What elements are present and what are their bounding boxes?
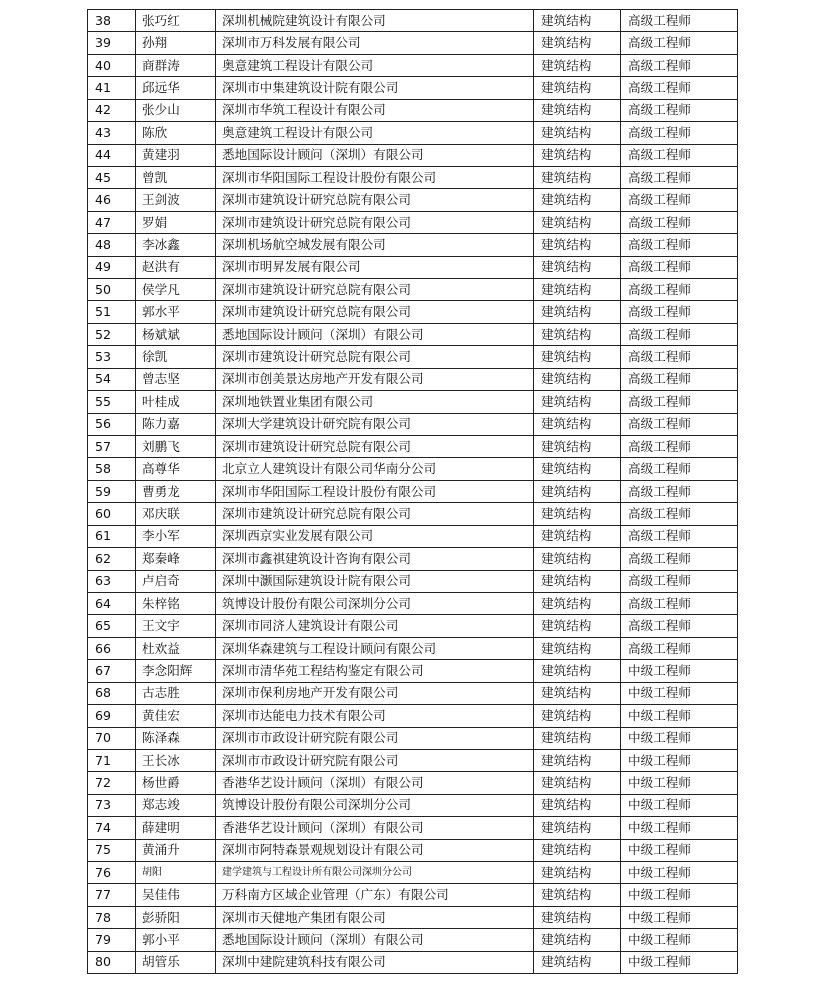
job-title-cell: 中级工程师 — [621, 749, 738, 771]
job-title-cell: 高级工程师 — [621, 525, 738, 547]
row-number-cell: 69 — [88, 705, 136, 727]
job-title-cell: 中级工程师 — [621, 660, 738, 682]
row-number-cell: 73 — [88, 794, 136, 816]
company-name-cell: 深圳市建筑设计研究总院有限公司 — [216, 503, 534, 525]
row-number-cell: 46 — [88, 189, 136, 211]
specialty-cell: 建筑结构 — [534, 122, 621, 144]
person-name-cell: 曾志坚 — [136, 368, 216, 390]
table-row — [88, 727, 738, 749]
row-number-cell: 55 — [88, 391, 136, 413]
row-number-cell: 39 — [88, 32, 136, 54]
company-name-cell: 深圳市阿特森景观规划设计有限公司 — [216, 839, 534, 861]
person-name-cell: 张巧红 — [136, 10, 216, 32]
job-title-cell: 中级工程师 — [621, 682, 738, 704]
company-name-cell: 深圳市清华苑工程结构鉴定有限公司 — [216, 660, 534, 682]
table-row — [88, 211, 738, 233]
person-name-cell: 杨世爵 — [136, 772, 216, 794]
job-title-cell: 高级工程师 — [621, 368, 738, 390]
job-title-cell: 高级工程师 — [621, 503, 738, 525]
job-title-cell: 高级工程师 — [621, 570, 738, 592]
specialty-cell: 建筑结构 — [534, 256, 621, 278]
row-number-cell: 65 — [88, 615, 136, 637]
company-name-cell: 深圳市建筑设计研究总院有限公司 — [216, 436, 534, 458]
job-title-cell: 高级工程师 — [621, 279, 738, 301]
specialty-cell: 建筑结构 — [534, 548, 621, 570]
specialty-cell: 建筑结构 — [534, 279, 621, 301]
row-number-cell: 52 — [88, 323, 136, 345]
row-number-cell: 43 — [88, 122, 136, 144]
company-name-cell: 深圳市明昇发展有限公司 — [216, 256, 534, 278]
row-number-cell: 79 — [88, 929, 136, 951]
job-title-cell: 中级工程师 — [621, 727, 738, 749]
company-name-cell: 深圳华森建筑与工程设计顾问有限公司 — [216, 637, 534, 659]
job-title-cell: 高级工程师 — [621, 10, 738, 32]
company-name-cell: 悉地国际设计顾问（深圳）有限公司 — [216, 144, 534, 166]
specialty-cell: 建筑结构 — [534, 615, 621, 637]
company-name-cell: 筑博设计股份有限公司深圳分公司 — [216, 794, 534, 816]
table-body — [88, 10, 738, 974]
row-number-cell: 59 — [88, 480, 136, 502]
person-name-cell: 孙翔 — [136, 32, 216, 54]
specialty-cell: 建筑结构 — [534, 77, 621, 99]
table-row — [88, 637, 738, 659]
table-row — [88, 234, 738, 256]
person-name-cell: 杨斌斌 — [136, 323, 216, 345]
job-title-cell: 高级工程师 — [621, 480, 738, 502]
company-name-cell: 深圳市市政设计研究院有限公司 — [216, 749, 534, 771]
company-name-cell: 深圳市建筑设计研究总院有限公司 — [216, 346, 534, 368]
specialty-cell: 建筑结构 — [534, 166, 621, 188]
row-number-cell: 58 — [88, 458, 136, 480]
specialty-cell: 建筑结构 — [534, 368, 621, 390]
specialty-cell: 建筑结构 — [534, 570, 621, 592]
job-title-cell: 高级工程师 — [621, 615, 738, 637]
table-row — [88, 458, 738, 480]
company-name-cell: 深圳地铁置业集团有限公司 — [216, 391, 534, 413]
specialty-cell: 建筑结构 — [534, 906, 621, 928]
job-title-cell: 中级工程师 — [621, 862, 738, 884]
table-row — [88, 906, 738, 928]
table-row — [88, 99, 738, 121]
specialty-cell: 建筑结构 — [534, 794, 621, 816]
job-title-cell: 中级工程师 — [621, 929, 738, 951]
job-title-cell: 高级工程师 — [621, 256, 738, 278]
person-name-cell: 卢启奇 — [136, 570, 216, 592]
specialty-cell: 建筑结构 — [534, 10, 621, 32]
specialty-cell: 建筑结构 — [534, 817, 621, 839]
table-row — [88, 189, 738, 211]
table-row — [88, 10, 738, 32]
table-row — [88, 32, 738, 54]
specialty-cell: 建筑结构 — [534, 458, 621, 480]
table-row — [88, 839, 738, 861]
company-name-cell: 深圳市建筑设计研究总院有限公司 — [216, 279, 534, 301]
row-number-cell: 78 — [88, 906, 136, 928]
company-name-cell: 深圳市华阳国际工程设计股份有限公司 — [216, 166, 534, 188]
company-name-cell: 香港华艺设计顾问（深圳）有限公司 — [216, 817, 534, 839]
row-number-cell: 68 — [88, 682, 136, 704]
company-name-cell: 深圳市同济人建筑设计有限公司 — [216, 615, 534, 637]
table-row — [88, 817, 738, 839]
job-title-cell: 高级工程师 — [621, 458, 738, 480]
company-name-cell: 深圳市建筑设计研究总院有限公司 — [216, 189, 534, 211]
row-number-cell: 38 — [88, 10, 136, 32]
job-title-cell: 中级工程师 — [621, 705, 738, 727]
row-number-cell: 41 — [88, 77, 136, 99]
person-name-cell: 朱梓铭 — [136, 592, 216, 614]
job-title-cell: 中级工程师 — [621, 906, 738, 928]
job-title-cell: 高级工程师 — [621, 77, 738, 99]
row-number-cell: 60 — [88, 503, 136, 525]
row-number-cell: 74 — [88, 817, 136, 839]
person-name-cell: 胡管乐 — [136, 951, 216, 973]
specialty-cell: 建筑结构 — [534, 211, 621, 233]
person-name-cell: 曹勇龙 — [136, 480, 216, 502]
row-number-cell: 48 — [88, 234, 136, 256]
person-name-cell: 罗娟 — [136, 211, 216, 233]
company-name-cell: 深圳市中集建筑设计院有限公司 — [216, 77, 534, 99]
job-title-cell: 中级工程师 — [621, 884, 738, 906]
company-name-cell: 深圳中建院建筑科技有限公司 — [216, 951, 534, 973]
table-row — [88, 749, 738, 771]
person-name-cell: 徐凯 — [136, 346, 216, 368]
row-number-cell: 70 — [88, 727, 136, 749]
person-name-cell: 郭小平 — [136, 929, 216, 951]
row-number-cell: 42 — [88, 99, 136, 121]
company-name-cell: 深圳市天健地产集团有限公司 — [216, 906, 534, 928]
row-number-cell: 63 — [88, 570, 136, 592]
specialty-cell: 建筑结构 — [534, 727, 621, 749]
person-name-cell: 王剑波 — [136, 189, 216, 211]
person-name-cell: 薛建明 — [136, 817, 216, 839]
table-row — [88, 548, 738, 570]
company-name-cell: 深圳市华筑工程设计有限公司 — [216, 99, 534, 121]
table-row — [88, 503, 738, 525]
company-name-cell: 奥意建筑工程设计有限公司 — [216, 122, 534, 144]
row-number-cell: 53 — [88, 346, 136, 368]
person-name-cell: 王文宇 — [136, 615, 216, 637]
table-row — [88, 862, 738, 884]
table-row — [88, 166, 738, 188]
specialty-cell: 建筑结构 — [534, 592, 621, 614]
person-name-cell: 郑秦峰 — [136, 548, 216, 570]
specialty-cell: 建筑结构 — [534, 413, 621, 435]
specialty-cell: 建筑结构 — [534, 525, 621, 547]
job-title-cell: 中级工程师 — [621, 817, 738, 839]
specialty-cell: 建筑结构 — [534, 772, 621, 794]
table-row — [88, 592, 738, 614]
company-name-cell: 悉地国际设计顾问（深圳）有限公司 — [216, 323, 534, 345]
row-number-cell: 54 — [88, 368, 136, 390]
person-name-cell: 郑志竣 — [136, 794, 216, 816]
person-name-cell: 曾凯 — [136, 166, 216, 188]
specialty-cell: 建筑结构 — [534, 749, 621, 771]
company-name-cell: 深圳市市政设计研究院有限公司 — [216, 727, 534, 749]
specialty-cell: 建筑结构 — [534, 682, 621, 704]
job-title-cell: 高级工程师 — [621, 548, 738, 570]
job-title-cell: 高级工程师 — [621, 54, 738, 76]
specialty-cell: 建筑结构 — [534, 436, 621, 458]
row-number-cell: 61 — [88, 525, 136, 547]
specialty-cell: 建筑结构 — [534, 929, 621, 951]
person-name-cell: 李冰鑫 — [136, 234, 216, 256]
company-name-cell: 深圳市鑫祺建筑设计咨询有限公司 — [216, 548, 534, 570]
company-name-cell: 悉地国际设计顾问（深圳）有限公司 — [216, 929, 534, 951]
table-row — [88, 660, 738, 682]
company-name-cell: 建学建筑与工程设计所有限公司深圳分公司 — [216, 862, 534, 884]
company-name-cell: 深圳市建筑设计研究总院有限公司 — [216, 301, 534, 323]
table-row — [88, 772, 738, 794]
company-name-cell: 深圳市保利房地产开发有限公司 — [216, 682, 534, 704]
company-name-cell: 筑博设计股份有限公司深圳分公司 — [216, 592, 534, 614]
person-name-cell: 刘鹏飞 — [136, 436, 216, 458]
job-title-cell: 高级工程师 — [621, 189, 738, 211]
table-row — [88, 615, 738, 637]
person-name-cell: 陈泽森 — [136, 727, 216, 749]
row-number-cell: 66 — [88, 637, 136, 659]
row-number-cell: 67 — [88, 660, 136, 682]
row-number-cell: 56 — [88, 413, 136, 435]
company-name-cell: 北京立人建筑设计有限公司华南分公司 — [216, 458, 534, 480]
person-name-cell: 黄涌升 — [136, 839, 216, 861]
personnel-table — [87, 9, 738, 974]
row-number-cell: 49 — [88, 256, 136, 278]
job-title-cell: 高级工程师 — [621, 32, 738, 54]
person-name-cell: 黄建羽 — [136, 144, 216, 166]
table-row — [88, 436, 738, 458]
job-title-cell: 高级工程师 — [621, 301, 738, 323]
person-name-cell: 高尊华 — [136, 458, 216, 480]
row-number-cell: 80 — [88, 951, 136, 973]
table-row — [88, 884, 738, 906]
company-name-cell: 深圳机械院建筑设计有限公司 — [216, 10, 534, 32]
specialty-cell: 建筑结构 — [534, 32, 621, 54]
job-title-cell: 高级工程师 — [621, 592, 738, 614]
job-title-cell: 高级工程师 — [621, 436, 738, 458]
table-row — [88, 413, 738, 435]
company-name-cell: 深圳市建筑设计研究总院有限公司 — [216, 211, 534, 233]
specialty-cell: 建筑结构 — [534, 99, 621, 121]
specialty-cell: 建筑结构 — [534, 54, 621, 76]
job-title-cell: 高级工程师 — [621, 234, 738, 256]
job-title-cell: 高级工程师 — [621, 122, 738, 144]
job-title-cell: 中级工程师 — [621, 839, 738, 861]
specialty-cell: 建筑结构 — [534, 503, 621, 525]
table-row — [88, 391, 738, 413]
company-name-cell: 深圳市万科发展有限公司 — [216, 32, 534, 54]
person-name-cell: 古志胜 — [136, 682, 216, 704]
job-title-cell: 高级工程师 — [621, 99, 738, 121]
person-name-cell: 吴佳伟 — [136, 884, 216, 906]
table-row — [88, 794, 738, 816]
row-number-cell: 40 — [88, 54, 136, 76]
row-number-cell: 76 — [88, 862, 136, 884]
person-name-cell: 赵洪有 — [136, 256, 216, 278]
specialty-cell: 建筑结构 — [534, 884, 621, 906]
job-title-cell: 高级工程师 — [621, 166, 738, 188]
company-name-cell: 深圳大学建筑设计研究院有限公司 — [216, 413, 534, 435]
specialty-cell: 建筑结构 — [534, 480, 621, 502]
specialty-cell: 建筑结构 — [534, 144, 621, 166]
person-name-cell: 商群涛 — [136, 54, 216, 76]
row-number-cell: 64 — [88, 592, 136, 614]
table-row — [88, 256, 738, 278]
job-title-cell: 高级工程师 — [621, 413, 738, 435]
person-name-cell: 李念阳辉 — [136, 660, 216, 682]
job-title-cell: 中级工程师 — [621, 772, 738, 794]
specialty-cell: 建筑结构 — [534, 346, 621, 368]
table-row — [88, 54, 738, 76]
table-row — [88, 525, 738, 547]
person-name-cell: 王长冰 — [136, 749, 216, 771]
company-name-cell: 深圳西京实业发展有限公司 — [216, 525, 534, 547]
specialty-cell: 建筑结构 — [534, 323, 621, 345]
row-number-cell: 77 — [88, 884, 136, 906]
row-number-cell: 71 — [88, 749, 136, 771]
job-title-cell: 高级工程师 — [621, 144, 738, 166]
company-name-cell: 香港华艺设计顾问（深圳）有限公司 — [216, 772, 534, 794]
job-title-cell: 高级工程师 — [621, 391, 738, 413]
job-title-cell: 高级工程师 — [621, 637, 738, 659]
row-number-cell: 44 — [88, 144, 136, 166]
person-name-cell: 胡阳 — [136, 862, 216, 884]
company-name-cell: 深圳中灏国际建筑设计院有限公司 — [216, 570, 534, 592]
job-title-cell: 高级工程师 — [621, 211, 738, 233]
job-title-cell: 高级工程师 — [621, 346, 738, 368]
person-name-cell: 陈欣 — [136, 122, 216, 144]
company-name-cell: 万科南方区域企业管理（广东）有限公司 — [216, 884, 534, 906]
specialty-cell: 建筑结构 — [534, 234, 621, 256]
table-row — [88, 323, 738, 345]
row-number-cell: 45 — [88, 166, 136, 188]
row-number-cell: 47 — [88, 211, 136, 233]
person-name-cell: 邱远华 — [136, 77, 216, 99]
company-name-cell: 深圳市创美景达房地产开发有限公司 — [216, 368, 534, 390]
person-name-cell: 叶桂成 — [136, 391, 216, 413]
person-name-cell: 张少山 — [136, 99, 216, 121]
person-name-cell: 黄佳宏 — [136, 705, 216, 727]
specialty-cell: 建筑结构 — [534, 839, 621, 861]
table-row — [88, 279, 738, 301]
specialty-cell: 建筑结构 — [534, 301, 621, 323]
table-row — [88, 122, 738, 144]
person-name-cell: 侯学凡 — [136, 279, 216, 301]
person-name-cell: 邓庆联 — [136, 503, 216, 525]
person-name-cell: 彭骄阳 — [136, 906, 216, 928]
specialty-cell: 建筑结构 — [534, 637, 621, 659]
company-name-cell: 深圳市华阳国际工程设计股份有限公司 — [216, 480, 534, 502]
specialty-cell: 建筑结构 — [534, 391, 621, 413]
specialty-cell: 建筑结构 — [534, 705, 621, 727]
company-name-cell: 深圳市达能电力技术有限公司 — [216, 705, 534, 727]
table-row — [88, 929, 738, 951]
table-row — [88, 570, 738, 592]
row-number-cell: 57 — [88, 436, 136, 458]
specialty-cell: 建筑结构 — [534, 951, 621, 973]
person-name-cell: 陈力嘉 — [136, 413, 216, 435]
table-row — [88, 368, 738, 390]
table-row — [88, 346, 738, 368]
table-row — [88, 705, 738, 727]
table-row — [88, 951, 738, 973]
company-name-cell: 深圳机场航空城发展有限公司 — [216, 234, 534, 256]
row-number-cell: 50 — [88, 279, 136, 301]
specialty-cell: 建筑结构 — [534, 862, 621, 884]
row-number-cell: 51 — [88, 301, 136, 323]
person-name-cell: 杜欢益 — [136, 637, 216, 659]
table-row — [88, 144, 738, 166]
specialty-cell: 建筑结构 — [534, 660, 621, 682]
company-name-cell: 奥意建筑工程设计有限公司 — [216, 54, 534, 76]
specialty-cell: 建筑结构 — [534, 189, 621, 211]
job-title-cell: 高级工程师 — [621, 323, 738, 345]
row-number-cell: 62 — [88, 548, 136, 570]
table-row — [88, 480, 738, 502]
table-row — [88, 682, 738, 704]
person-name-cell: 李小军 — [136, 525, 216, 547]
job-title-cell: 中级工程师 — [621, 794, 738, 816]
person-name-cell: 郭水平 — [136, 301, 216, 323]
row-number-cell: 72 — [88, 772, 136, 794]
table-row — [88, 77, 738, 99]
row-number-cell: 75 — [88, 839, 136, 861]
job-title-cell: 中级工程师 — [621, 951, 738, 973]
table-row — [88, 301, 738, 323]
